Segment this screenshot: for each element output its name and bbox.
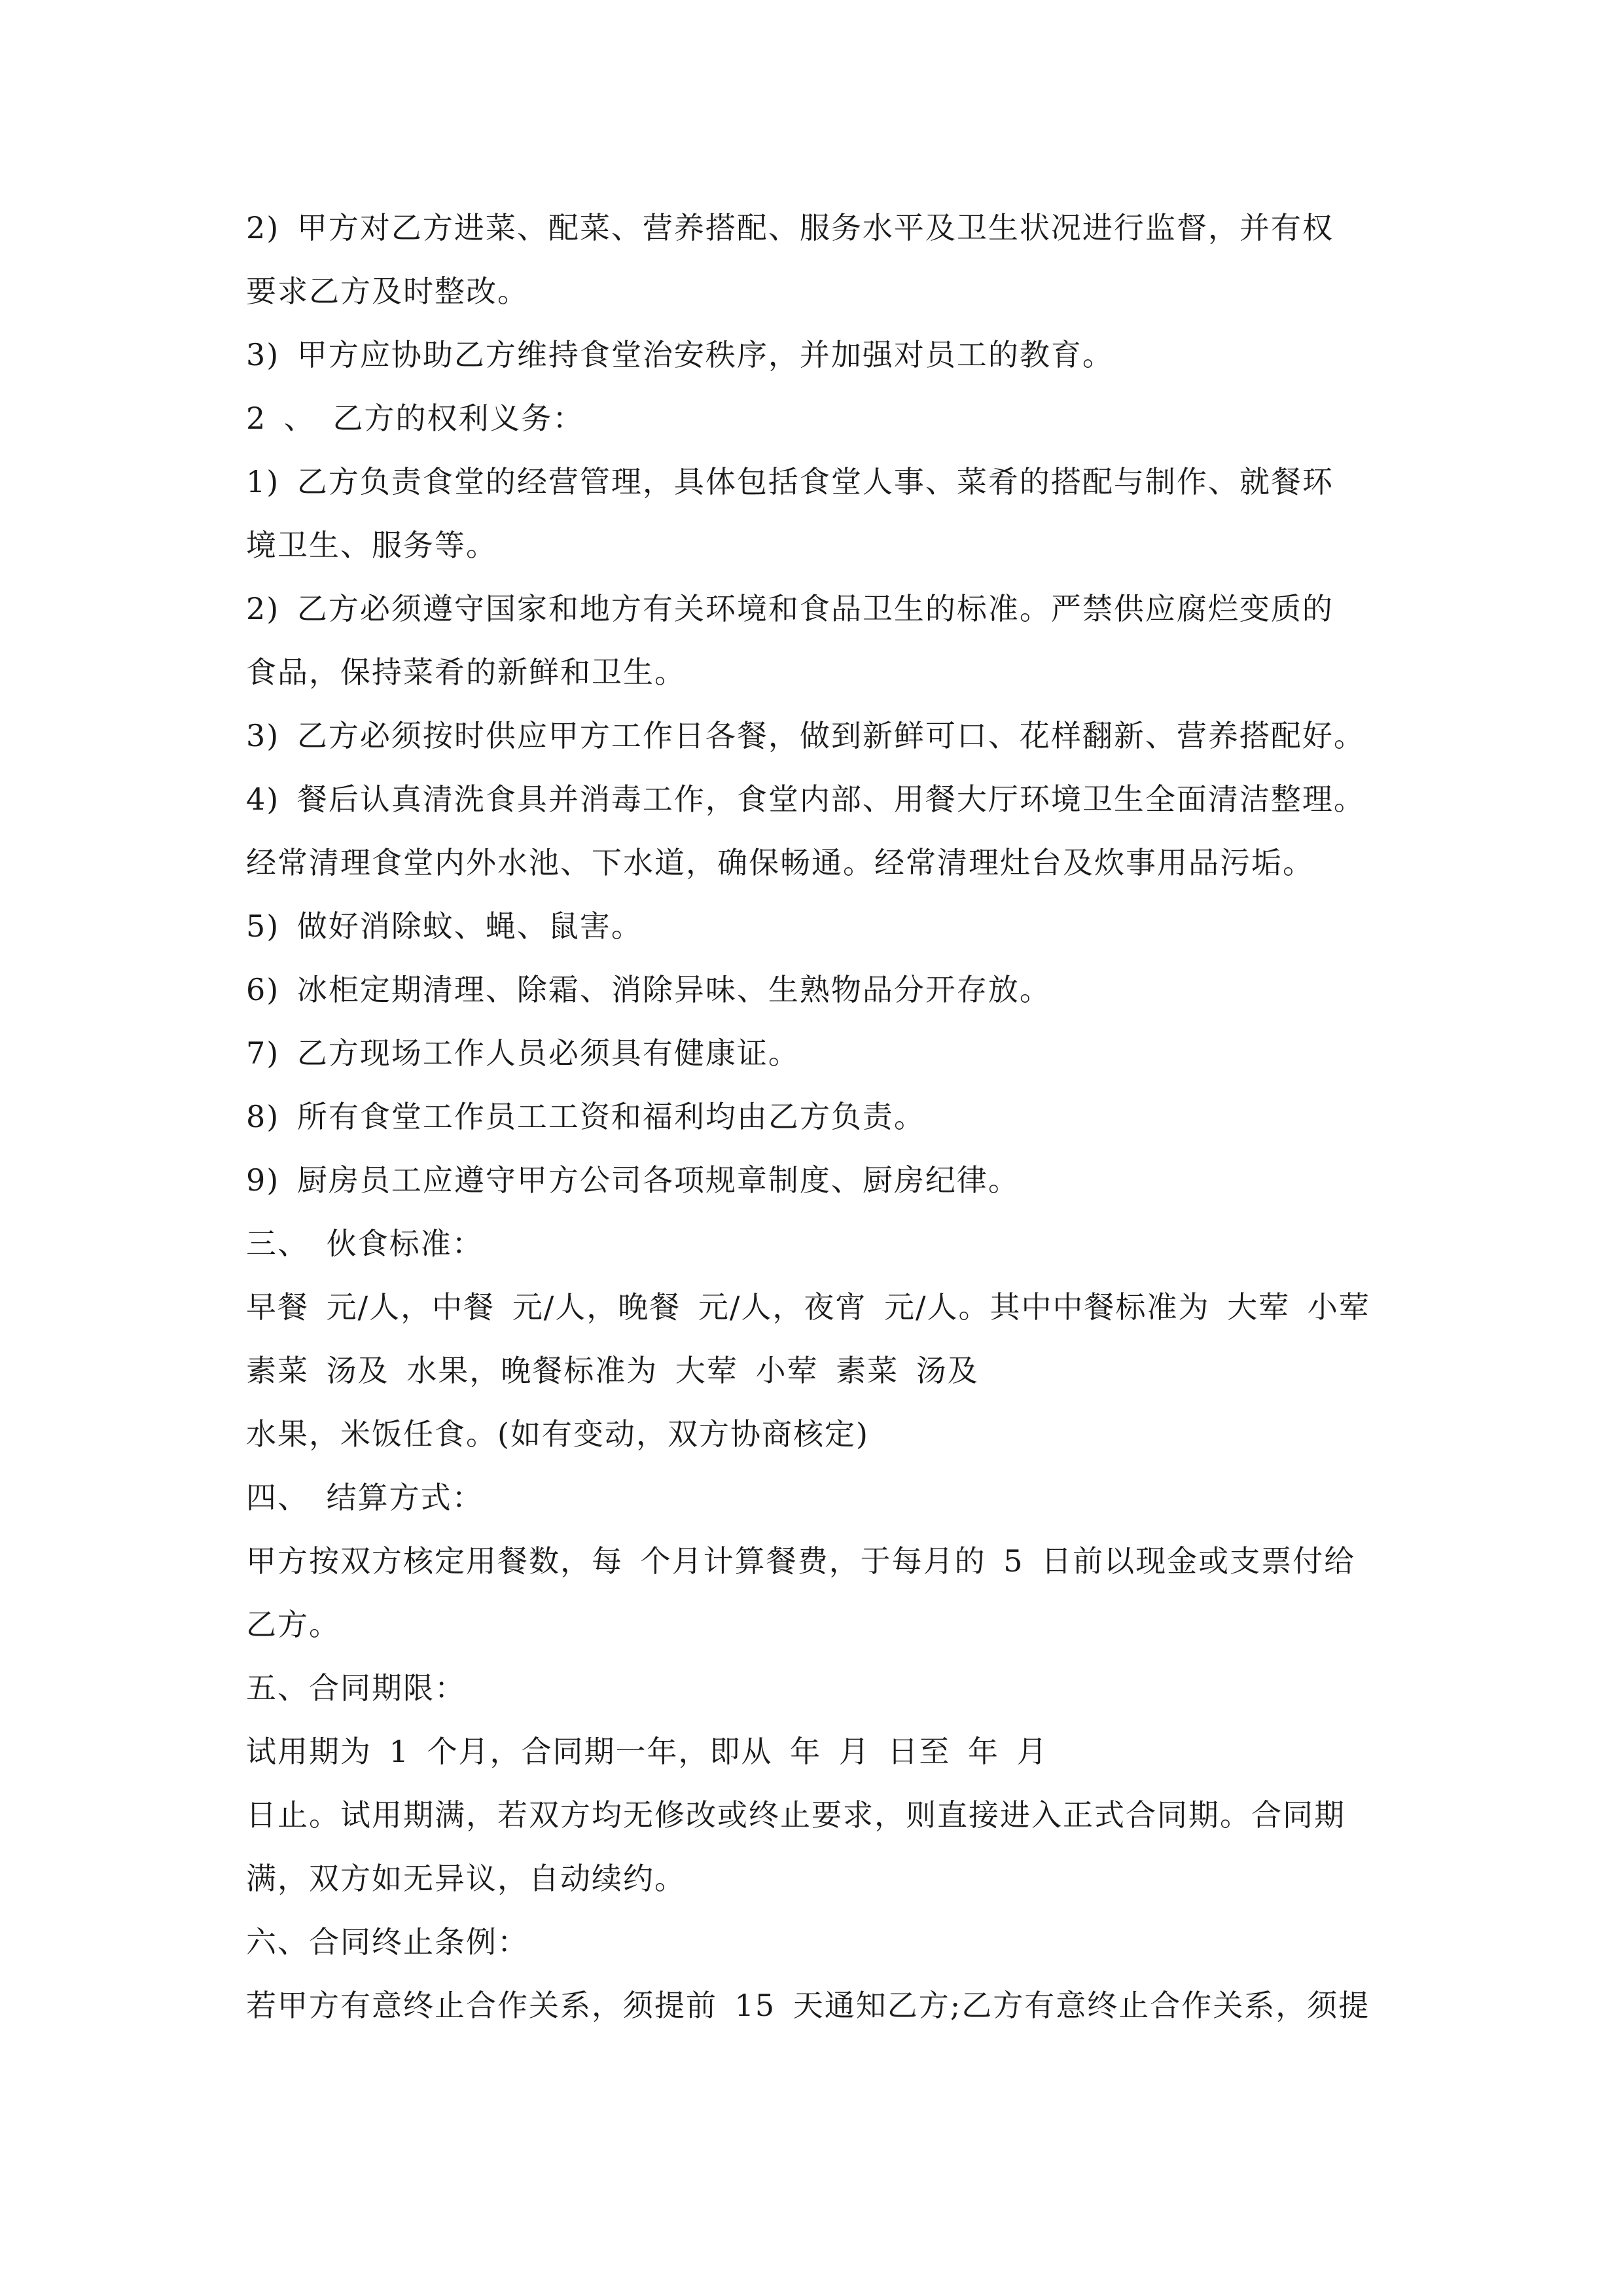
text-line: 2) 乙方必须遵守国家和地方有关环境和食品卫生的标准。严禁供应腐烂变质的 <box>246 591 1334 626</box>
text-line: 3) 甲方应协助乙方维持食堂治安秩序，并加强对员工的教育。 <box>246 337 1114 372</box>
document-body <box>246 196 1385 2037</box>
text-line: 试用期为 1 个月，合同期一年，即从 年 月 日至 年 月 <box>246 1734 1048 1769</box>
section-heading: 三、 伙食标准： <box>246 1226 484 1261</box>
text-line: 7) 乙方现场工作人员必须具有健康证。 <box>246 1035 800 1071</box>
text-line: 8) 所有食堂工作员工工资和福利均由乙方负责。 <box>246 1099 925 1134</box>
text-line: 经常清理食堂内外水池、下水道，确保畅通。经常清理灶台及炊事用品污垢。 <box>246 845 1314 880</box>
text-line: 2) 甲方对乙方进菜、配菜、营养搭配、服务水平及卫生状况进行监督，并有权 <box>246 210 1334 245</box>
section-heading: 四、 结算方式： <box>246 1480 484 1515</box>
text-line: 素菜 汤及 水果，晚餐标准为 大荤 小荤 素菜 汤及 <box>246 1353 979 1388</box>
text-line: 乙方。 <box>246 1607 340 1642</box>
text-line: 1) 乙方负责食堂的经营管理，具体包括食堂人事、菜肴的搭配与制作、就餐环 <box>246 464 1334 499</box>
text-line: 日止。试用期满，若双方均无修改或终止要求，则直接进入正式合同期。合同期 <box>246 1797 1346 1833</box>
section-heading: 五、合同期限： <box>246 1670 466 1706</box>
text-line: 满，双方如无异议，自动续约。 <box>246 1861 686 1896</box>
text-line: 早餐 元/人，中餐 元/人，晚餐 元/人，夜宵 元/人。其中中餐标准为 大荤 小荤 <box>246 1289 1370 1325</box>
text-line: 食品，保持菜肴的新鲜和卫生。 <box>246 655 686 690</box>
text-line: 5) 做好消除蚊、蝇、鼠害。 <box>246 908 643 944</box>
text-line: 6) 冰柜定期清理、除霜、消除异味、生熟物品分开存放。 <box>246 972 1051 1007</box>
section-heading: 2 、 乙方的权利义务： <box>246 401 584 436</box>
text-line: 4) 餐后认真清洗食具并消毒工作，食堂内部、用餐大厅环境卫生全面清洁整理。 <box>246 781 1365 817</box>
text-line: 甲方按双方核定用餐数，每 个月计算餐费，于每月的 5 日前以现金或支票付给 <box>246 1543 1356 1579</box>
text-line: 水果，米饭任食。(如有变动，双方协商核定) <box>246 1416 869 1452</box>
text-line: 3) 乙方必须按时供应甲方工作日各餐，做到新鲜可口、花样翻新、营养搭配好。 <box>246 718 1365 753</box>
section-heading: 六、合同终止条例： <box>246 1924 529 1960</box>
text-line: 9) 厨房员工应遵守甲方公司各项规章制度、厨房纪律。 <box>246 1162 1020 1198</box>
text-line: 若甲方有意终止合作关系，须提前 15 天通知乙方;乙方有意终止合作关系，须提 <box>246 1988 1370 2023</box>
text-line: 要求乙方及时整改。 <box>246 274 529 309</box>
text-line: 境卫生、服务等。 <box>246 528 497 563</box>
